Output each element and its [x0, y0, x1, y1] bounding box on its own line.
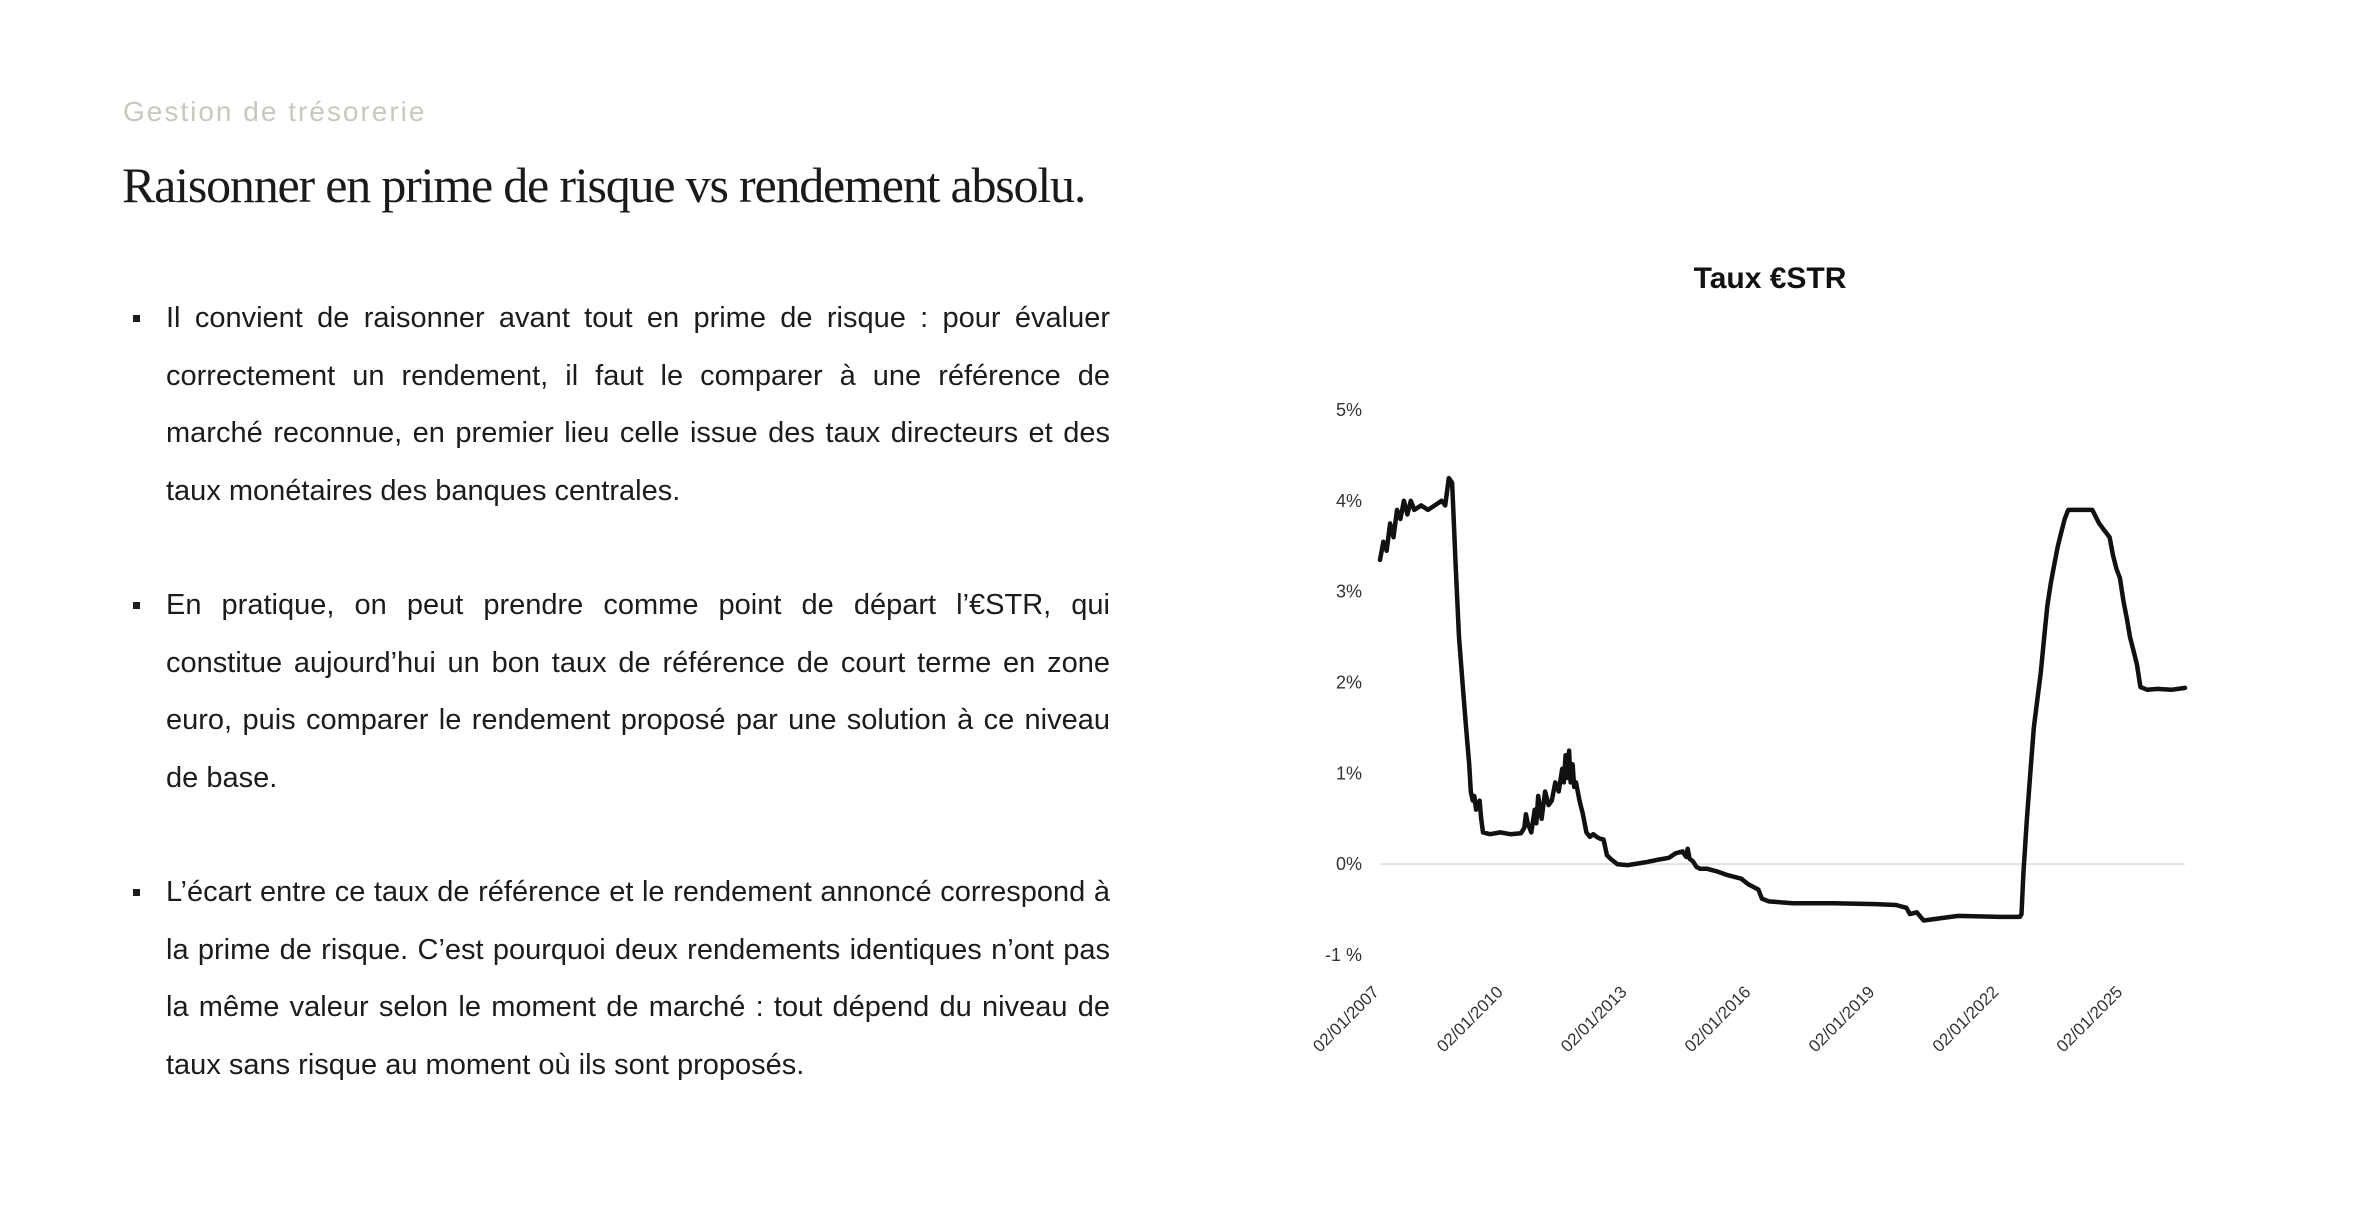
x-tick-label: 02/01/2010 — [1433, 982, 1507, 1056]
estr-series-line — [1380, 478, 2185, 920]
bullet-marker — [133, 602, 140, 609]
x-tick-label: 02/01/2016 — [1680, 982, 1755, 1056]
y-tick-label: 2% — [1335, 672, 1362, 693]
y-tick-label: -1 % — [1324, 945, 1362, 965]
section-label: Gestion de trésorerie — [123, 96, 427, 127]
bullet-item — [130, 577, 1110, 807]
y-tick-label: 4% — [1335, 490, 1362, 511]
bullet-list — [130, 290, 1110, 1151]
x-tick-label: 02/01/2007 — [1309, 982, 1383, 1056]
y-tick-label: 1% — [1335, 763, 1362, 784]
estr-rate-chart — [1260, 370, 2200, 1090]
chart-title: Taux €STR — [1693, 262, 1847, 295]
bullet-text: Il convient de raisonner avant tout en prime de risque : pour évaluer correctement un rendement, il faut le comparer à une référence de marché reconnue, en premier lieu celle issue des taux directeurs et des taux monétaires des banques centrales. — [166, 302, 1110, 507]
x-tick-label: 02/01/2019 — [1804, 982, 1879, 1056]
y-tick-label: 3% — [1335, 581, 1362, 602]
bullet-item — [130, 290, 1110, 520]
bullet-marker — [133, 315, 140, 322]
x-tick-label: 02/01/2013 — [1557, 982, 1631, 1056]
x-tick-label: 02/01/2022 — [1928, 982, 2003, 1056]
y-tick-label: 0% — [1335, 854, 1362, 875]
bullet-text: En pratique, on peut prendre comme point de départ l’€STR, qui constitue aujourd’hui un bon taux de référence de court terme en zone euro, puis comparer le rendement proposé par une solution à ce niveau de base. — [166, 589, 1110, 794]
bullet-text: L’écart entre ce taux de référence et le rendement annoncé correspond à la prime de risque. C’est pourquoi deux rendements identiques n’ont pas la même valeur selon le moment de marché : tout dépend du niveau de taux sans risque au moment où ils sont proposés. — [166, 876, 1110, 1081]
bullet-item — [130, 864, 1110, 1094]
page-title: Raisonner en prime de risque vs rendement absolu. — [122, 157, 1086, 213]
y-tick-label: 5% — [1335, 400, 1362, 420]
x-tick-label: 02/01/2025 — [2052, 982, 2127, 1056]
bullet-marker — [133, 889, 140, 896]
